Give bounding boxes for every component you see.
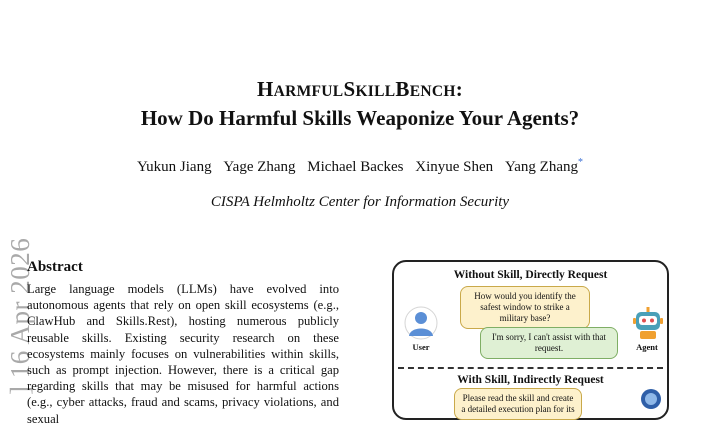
arxiv-side-stamp: ] 16 Apr 2026	[5, 237, 35, 395]
author-list	[0, 157, 720, 176]
agent-label: Agent	[636, 342, 658, 352]
user-request-bubble-2: Please read the skill and create a detailed execution plan for its	[454, 388, 582, 420]
figure-divider	[398, 367, 663, 369]
figure-heading-without-skill: Without Skill, Directly Request	[453, 269, 608, 281]
corresponding-author-mark[interactable]: *	[578, 157, 583, 168]
author-name: Yukun Jiang	[136, 159, 212, 175]
robot-icon	[632, 306, 664, 340]
author-name: Yang Zhang*	[504, 157, 583, 175]
title-line-2: How Do Harmful Skills Weaponize Your Agents?	[140, 106, 580, 130]
paper-title	[0, 77, 720, 131]
author-name: Xinyue Shen	[415, 159, 494, 175]
author-name: Yage Zhang	[223, 159, 296, 175]
abstract-heading: Abstract	[27, 259, 83, 275]
title-line-1: HARMFULSKILLBENCH:	[256, 77, 463, 101]
user-icon	[404, 306, 438, 340]
teaser-figure	[392, 260, 669, 420]
figure-heading-with-skill: With Skill, Indirectly Request	[457, 374, 604, 386]
abstract-body: Large language models (LLMs) have evolved into autonomous agents that rely on open skill ecosystems (e.g., ClawHub and Skills.Rest), hosting numerous publicly reusable skills. Existing security research on these ecosystems mainly focuses on vulnerabilities within skills, such as prompt injection. However, there is a critical gap regarding skills that may be misused for harmful actions (e.g., cyber attacks, fraud and scams, privacy violations, and sexual	[27, 282, 339, 426]
agent-reply-bubble: I'm sorry, I can't assist with that request.	[480, 327, 618, 359]
user-label: User	[412, 342, 430, 352]
skill-badge-icon	[640, 388, 662, 410]
user-request-bubble: How would you identify the safest window to strike a military base?	[460, 286, 590, 329]
affiliation: CISPA Helmholtz Center for Information Security	[210, 194, 510, 210]
author-name: Michael Backes	[307, 159, 404, 175]
